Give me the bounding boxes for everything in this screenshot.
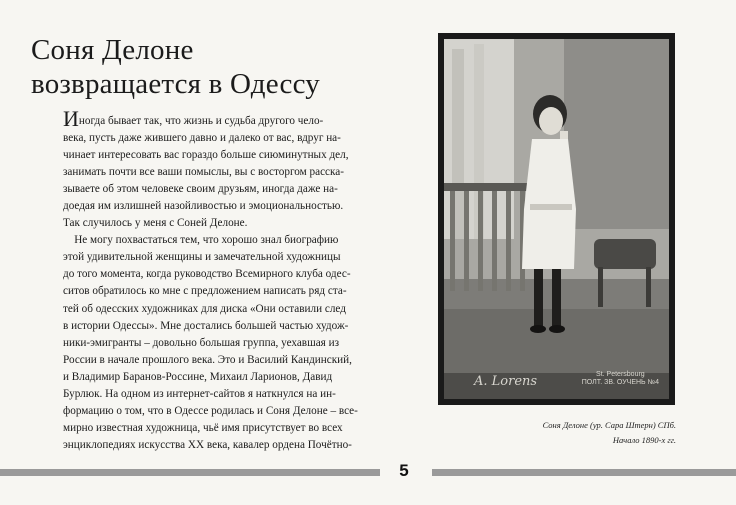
footer-rule-left <box>0 469 380 476</box>
body-line: зываете об этом человеке своим друзьям, иногда даже на- <box>63 183 338 196</box>
body-line: занимать почти все ваши помыслы, вы с восторгом расска- <box>63 166 344 179</box>
portrait-photo <box>444 39 669 399</box>
photo-caption <box>440 418 676 448</box>
body-line: ситов обратилось ко мне с предложением написать ряд ста- <box>63 285 347 298</box>
body-line: до того момента, когда руководство Всемирного клуба одес- <box>63 268 351 281</box>
footer-rule-right <box>432 469 736 476</box>
body-line: Так случилось у меня с Соней Делоне. <box>63 217 248 230</box>
body-line: энциклопедиях искусства XX века, кавалер ордена Почётно- <box>63 438 352 451</box>
caption-line-1: Соня Делоне (ур. Сара Штерн) СПб. <box>542 420 676 430</box>
caption-line-2: Начало 1890-х гг. <box>612 435 676 445</box>
drop-cap: И <box>63 106 79 131</box>
body-line: ники-эмигранты – довольно большая группа, уехавшая из <box>63 336 340 349</box>
body-line: чинает интересовать вас гораздо больше сиюминутных дел, <box>63 149 349 162</box>
body-line: тей об одесских художниках для диска «Они оставили след <box>63 302 346 315</box>
title-line-2: возвращается в Одессу <box>31 68 320 100</box>
photographer-signature: A. Lorens <box>474 374 538 389</box>
article-body <box>63 106 398 454</box>
body-line: мирно известная художница, чьё имя присутствует во всех <box>63 421 343 434</box>
body-line: века, пусть даже жившего давно и далеко от вас, вдруг на- <box>63 132 341 145</box>
title-line-1: Соня Делоне <box>31 34 194 66</box>
body-line: формацию о том, что в Одессе родилась и Соня Делоне – все- <box>63 404 358 417</box>
body-line: доедая им излишней назойливостью и эмоциональностью. <box>63 200 344 213</box>
body-line: Бурлюк. На одном из интернет-сайтов я наткнулся на ин- <box>63 387 336 400</box>
body-line: Не могу похвастаться тем, что хорошо знал биографию <box>63 234 339 247</box>
body-line: Иногда бывает так, что жизнь и судьба другого чело- <box>63 106 324 131</box>
article-title <box>31 33 411 101</box>
photo-frame <box>438 33 675 405</box>
body-line: России в начале прошлого века. Это и Василий Кандинский, <box>63 353 352 366</box>
body-line: и Владимир Баранов-Россине, Михаил Ларионов, Давид <box>63 370 333 383</box>
studio-stamp: St. Petersbourg ПОЛТ. ЗВ. ОУЧЕНЬ №4 <box>581 371 659 386</box>
body-line: этой удивительной женщины и замечательной художницы <box>63 251 341 264</box>
page-number: 5 <box>399 461 409 480</box>
portrait-illustration <box>444 39 669 399</box>
body-line: в истории Одессы». Мне достались большей частью худож- <box>63 319 349 332</box>
